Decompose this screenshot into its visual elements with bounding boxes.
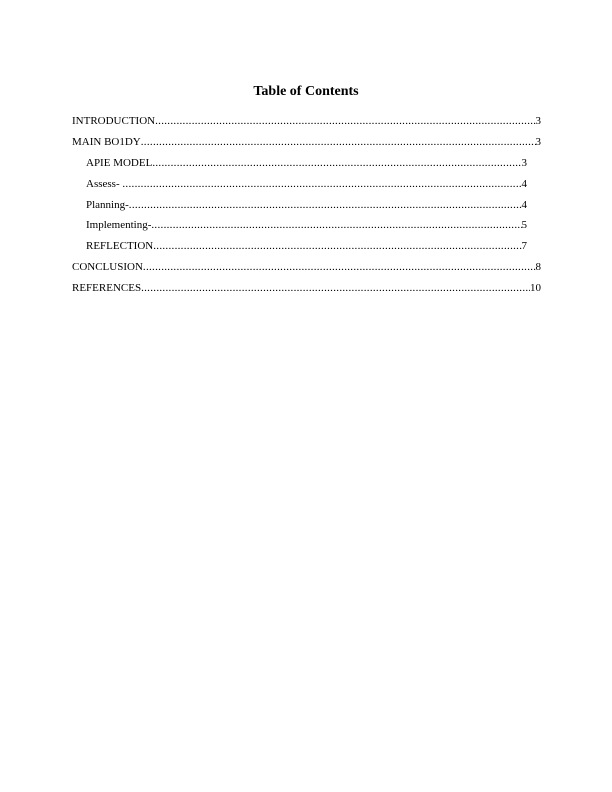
toc-entry-page-number: 10	[530, 282, 541, 295]
toc-entry-introduction[interactable]	[72, 114, 541, 135]
toc-leader-dots	[122, 177, 521, 191]
toc-entry-page-number: 4	[521, 198, 527, 211]
toc-entry-label: CONCLUSION	[72, 261, 143, 274]
toc-leader-dots	[141, 281, 530, 295]
toc-entry-label: REFERENCES	[72, 282, 142, 295]
toc-list	[72, 114, 541, 302]
toc-leader-dots	[151, 218, 521, 232]
toc-entry-conclusion[interactable]	[72, 260, 541, 281]
toc-entry-assess[interactable]	[86, 177, 527, 198]
toc-entry-apie-model[interactable]	[86, 156, 527, 177]
toc-entry-page-number: 4	[521, 177, 527, 190]
toc-entry-label: REFLECTION	[86, 240, 154, 253]
toc-entry-label: INTRODUCTION	[72, 115, 156, 127]
toc-entry-page-number: 3	[535, 115, 541, 127]
toc-entry-references[interactable]	[72, 281, 541, 302]
toc-entry-label: MAIN BO1DY	[72, 135, 141, 148]
toc-leader-dots	[141, 135, 536, 149]
toc-leader-dots	[155, 114, 535, 128]
toc-leader-dots	[152, 156, 521, 170]
toc-entry-label: APIE MODEL	[86, 156, 153, 169]
toc-entry-planning[interactable]	[86, 198, 527, 219]
toc-entry-label: Assess-	[86, 177, 123, 190]
toc-leader-dots	[153, 239, 521, 253]
toc-leader-dots	[129, 198, 522, 212]
toc-entry-page-number: 3	[521, 156, 527, 169]
toc-entry-label: Planning-	[86, 198, 129, 211]
toc-entry-page-number: 7	[521, 240, 527, 253]
toc-entry-label: Implementing-	[86, 219, 152, 232]
toc-entry-implementing[interactable]	[86, 218, 527, 239]
toc-leader-dots	[143, 260, 536, 274]
toc-entry-page-number: 3	[535, 135, 541, 148]
toc-title: Table of Contents	[253, 84, 359, 99]
toc-entry-page-number: 8	[535, 261, 541, 274]
toc-entry-page-number: 5	[521, 219, 527, 232]
toc-entry-reflection[interactable]	[86, 239, 527, 260]
toc-entry-main-body[interactable]	[72, 135, 541, 156]
